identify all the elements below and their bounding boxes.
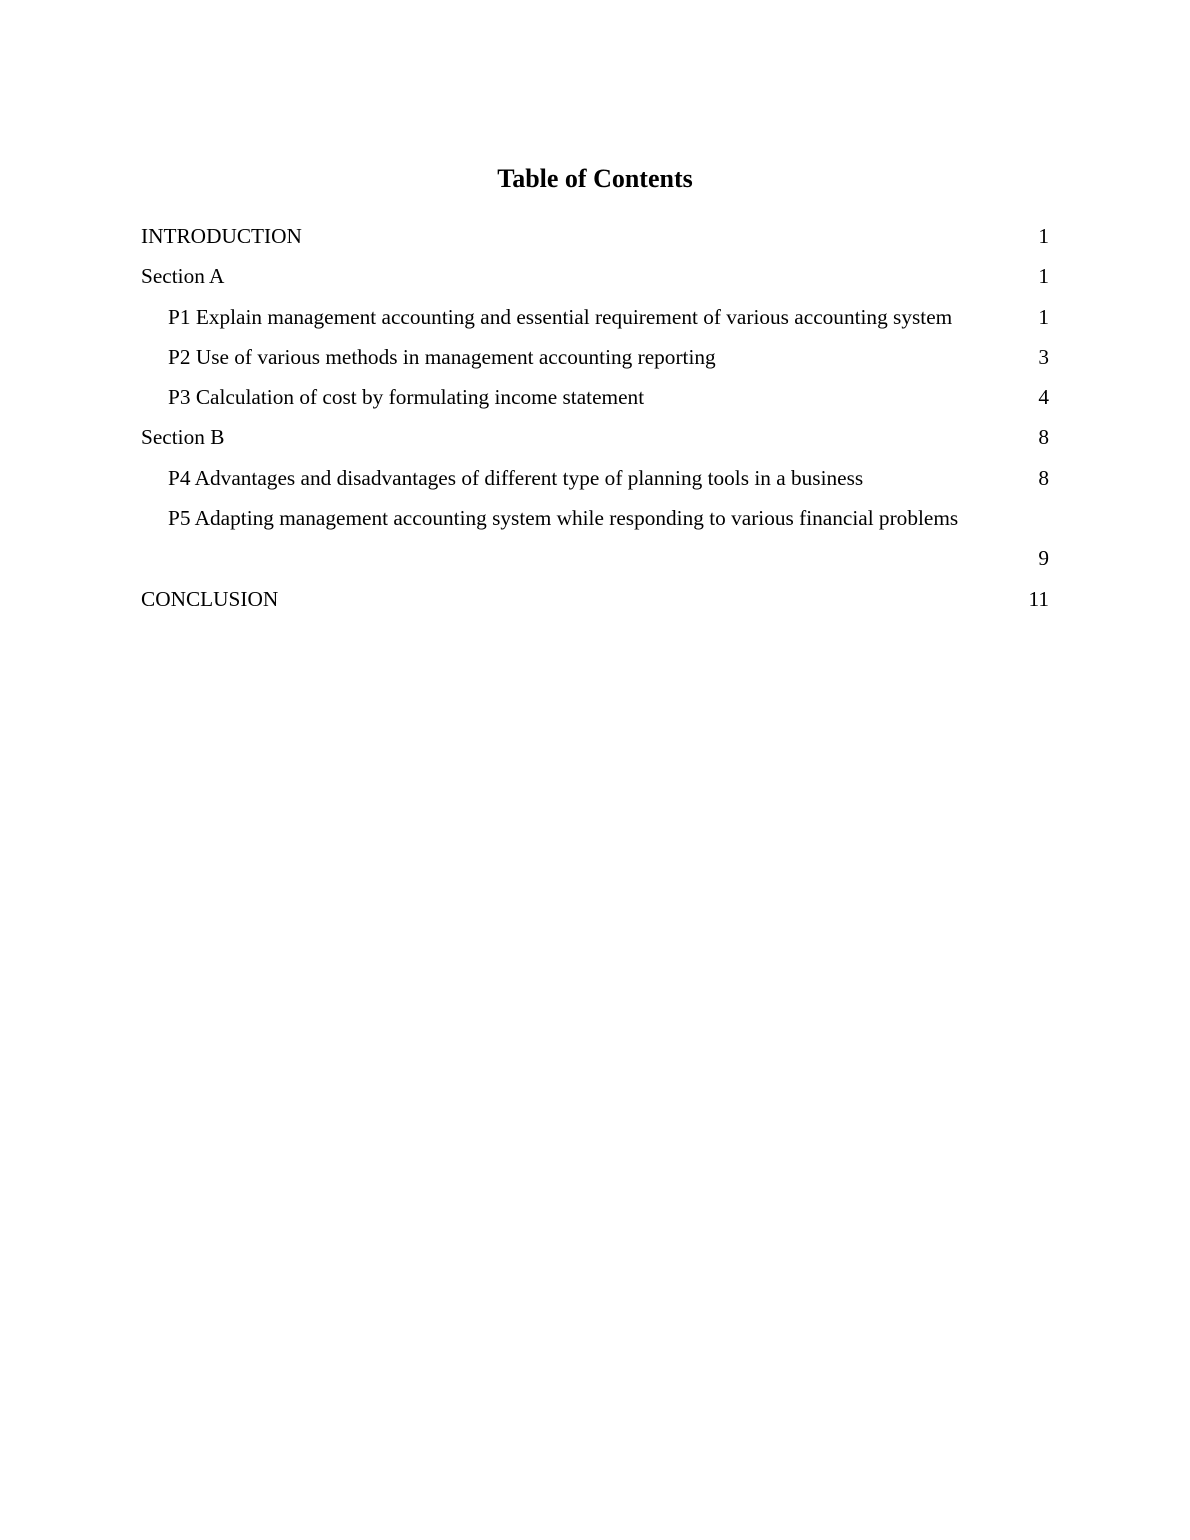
toc-page-number: 9	[1038, 543, 1049, 573]
toc-page-number: 8	[1038, 463, 1049, 493]
toc-entry-continuation	[168, 543, 1049, 583]
toc-entry-p2[interactable]	[141, 342, 1049, 382]
toc-entry-label: P1 Explain management accounting and essential requirement of various accounting system	[168, 304, 953, 329]
toc-page-number: 1	[1038, 261, 1049, 291]
toc-page-number: 1	[1038, 302, 1049, 332]
toc-entry-label: P5 Adapting management accounting system while responding to various financial problems	[168, 506, 959, 531]
toc-entry-label: Section A	[141, 264, 225, 289]
toc-page-number: 4	[1038, 382, 1049, 412]
toc-entry-section-b[interactable]	[141, 422, 1049, 462]
toc-entry-section-a[interactable]	[141, 261, 1049, 301]
toc-entry-p3[interactable]	[141, 382, 1049, 422]
toc-page-number: 11	[1028, 584, 1049, 614]
toc-title: Table of Contents	[497, 164, 693, 193]
toc-entry-label: P4 Advantages and disadvantages of different type of planning tools in a business	[168, 465, 864, 490]
toc-page-number: 3	[1038, 342, 1049, 372]
toc-page-number: 8	[1038, 422, 1049, 452]
toc-entry-label: INTRODUCTION	[141, 224, 302, 248]
toc-entry-p1[interactable]	[141, 302, 1049, 342]
toc-entry-label: CONCLUSION	[141, 586, 279, 611]
toc-entry-label: Section B	[141, 425, 225, 450]
toc-entry-conclusion[interactable]	[141, 584, 1049, 624]
toc-entry-label: P3 Calculation of cost by formulating income statement	[168, 385, 645, 410]
toc-entry-p5[interactable]	[141, 503, 1049, 584]
toc-entry-label: P2 Use of various methods in management accounting reporting	[168, 344, 716, 369]
toc-list	[141, 221, 1049, 624]
toc-entry-introduction[interactable]	[141, 221, 1049, 261]
toc-page-number: 1	[1038, 221, 1049, 251]
toc-entry-p4[interactable]	[141, 463, 1049, 503]
